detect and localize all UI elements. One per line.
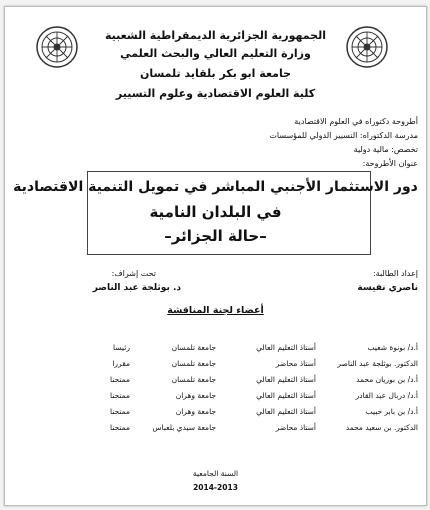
member-role: ممتحنا <box>109 375 130 384</box>
document-page <box>4 6 427 506</box>
member-rank: أستاذ التعليم العالي <box>256 375 316 384</box>
member-name: أ.د/ بن بوزيان محمد <box>356 375 418 384</box>
doctoral-school: مدرسة الدكتوراه: التسيير الدولي للمؤسسات <box>269 131 418 140</box>
header-university: جامعة ابو بكر بلقايد تلمسان <box>139 67 292 80</box>
prepared-by-label: إعداد الطالبة: <box>372 269 418 278</box>
header-faculty: كلية العلوم الاقتصادية وعلوم التسيير <box>115 87 316 100</box>
member-university: جامعة تلمسان <box>171 343 216 352</box>
thesis-title-line3: –حالة الجزائر– <box>164 227 267 245</box>
supervisor-name: د. بوثلجة عبد الناصر <box>92 283 181 293</box>
specialty: تخصص: مالية دولية <box>353 145 418 154</box>
thesis-title-line2: في البلدان النامية <box>149 203 282 221</box>
member-name: أ.د/ بن بابر حبيب <box>365 407 418 416</box>
member-university: جامعة وهران <box>175 391 216 400</box>
member-rank: أستاذ التعليم العالي <box>256 407 316 416</box>
academic-year-label: السنة الجامعية <box>192 469 239 478</box>
member-role: رئيسا <box>113 343 130 352</box>
member-rank: أستاذ محاضر <box>275 423 316 432</box>
header-republic: الجمهورية الجزائرية الديمقراطية الشعبية <box>105 29 326 42</box>
member-name: أ.د/ بونوة شعيب <box>367 343 418 352</box>
committee-heading: أعضاء لجنة المناقشة <box>167 305 264 316</box>
member-university: جامعة سيدي بلعباس <box>152 423 216 432</box>
member-rank: أستاذ محاضر <box>275 359 316 368</box>
member-university: جامعة تلمسان <box>171 359 216 368</box>
table-row <box>5 391 426 403</box>
supervised-by-label: تحت إشراف: <box>111 269 156 278</box>
header-ministry: وزارة التعليم العالي والبحث العلمي <box>120 47 311 60</box>
title-label: عنوان الأطروحة: <box>362 159 418 168</box>
table-row <box>5 359 426 371</box>
academic-year: 2014-2013 <box>193 483 238 492</box>
member-rank: أستاذ التعليم العالي <box>256 391 316 400</box>
member-role: مقررا <box>112 359 130 368</box>
member-role: ممتحنا <box>109 407 130 416</box>
table-row <box>5 375 426 387</box>
student-name: ناصري نفيسة <box>357 283 418 293</box>
table-row <box>5 407 426 419</box>
member-university: جامعة تلمسان <box>171 375 216 384</box>
member-name: الدكتور. بن سعيد محمد <box>345 423 418 432</box>
thesis-title-line1: دور الاستثمار الأجنبي المباشر في تمويل التنمية الاقتصادية <box>13 179 418 195</box>
member-name: الدكتور. بوثلجة عبد الناصر <box>337 359 418 368</box>
member-rank: أستاذ التعليم العالي <box>256 343 316 352</box>
member-university: جامعة وهران <box>175 407 216 416</box>
thesis-type: أطروحة دكتوراه في العلوم الاقتصادية <box>294 117 418 126</box>
table-row <box>5 343 426 355</box>
member-name: أ.د/ دربال عبد القادر <box>355 391 418 400</box>
table-row <box>5 423 426 435</box>
member-role: ممتحنا <box>109 423 130 432</box>
member-role: ممتحنا <box>109 391 130 400</box>
